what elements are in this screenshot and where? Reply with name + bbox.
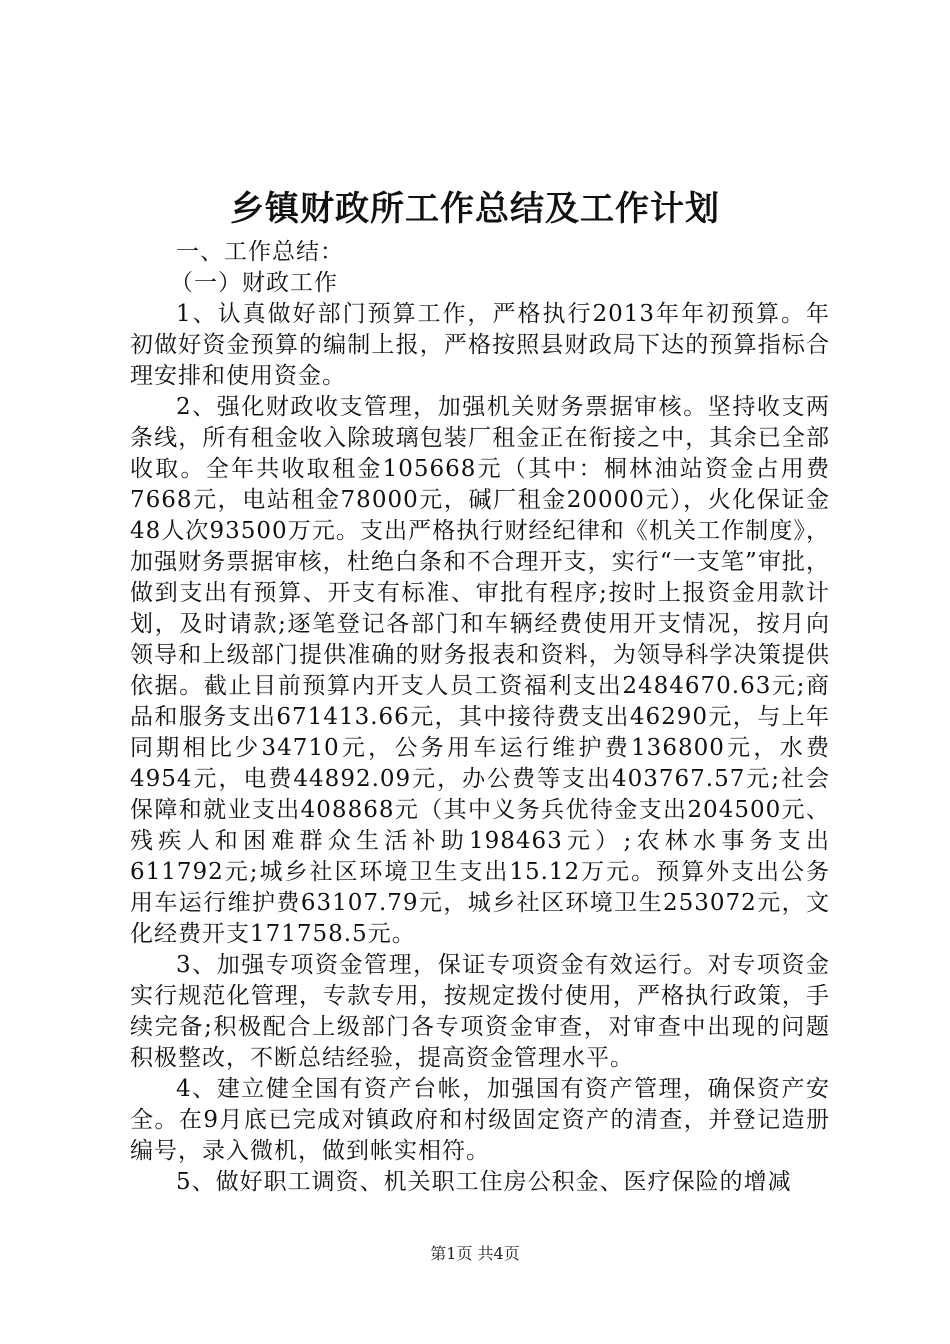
paragraph-1: 1、认真做好部门预算工作，严格执行2013年年初预算。年初做好资金预算的编制上报，严格按照县财政局下达的预算指标合理安排和使用资金。: [130, 301, 830, 389]
section-heading: 一、工作总结：: [176, 239, 344, 265]
paragraph-3: 3、加强专项资金管理，保证专项资金有效运行。对专项资金实行规范化管理，专款专用，按规定拨付使用，严格执行政策，手续完备;积极配合上级部门各专项资金审查，对审查中出现的问题积极整改，不断总结经验，提高资金管理水平。: [130, 952, 830, 1071]
document-title: 乡镇财政所工作总结及工作计划: [230, 189, 720, 229]
paragraph-4: 4、建立健全国有资产台帐，加强国有资产管理，确保资产安全。在9月底已完成对镇政府和村级固定资产的清查，并登记造册编号，录入微机，做到帐实相符。: [130, 1076, 830, 1164]
sub-heading: （一）财政工作: [170, 270, 338, 296]
page-footer: 第1页 共4页: [430, 1244, 520, 1263]
paragraph-2: 2、强化财政收支管理，加强机关财务票据审核。坚持收支两条线，所有租金收入除玻璃包装厂租金正在衔接之中，其余已全部收取。全年共收取租金105668元（其中：桐林油站资金占用费7668元，电站租金78000元，碱厂租金20000元），火化保证金48人次93500万元。支出严格执行财经纪律和《机关工作制度》，加强财务票据审核，杜绝白条和不合理开支，实行“一支笔”审批，做到支出有预算、开支有标准、审批有程序;按时上报资金用款计划，及时请款;逐笔登记各部门和车辆经费使用开支情况，按月向领导和上级部门提供准确的财务报表和资料，为领导科学决策提供依据。截止目前预算内开支人员工资福利支出2484670.63元;商品和服务支出671413.66元，其中接待费支出46290元，与上年同期相比少34710元，公务用车运行维护费136800元，水费4954元，电费44892.09元，办公费等支出403767.57元;社会保障和就业支出408868元（其中义务兵优待金支出204500元、残疾人和困难群众生活补助198463元）;农林水事务支出611792元;城乡社区环境卫生支出15.12万元。预算外支出公务用车运行维护费63107.79元，城乡社区环境卫生253072元，文化经费开支171758.5元。: [130, 394, 830, 947]
document-body: [130, 237, 830, 1198]
paragraph-5: 5、做好职工调资、机关职工住房公积金、医疗保险的增减: [176, 1169, 792, 1195]
